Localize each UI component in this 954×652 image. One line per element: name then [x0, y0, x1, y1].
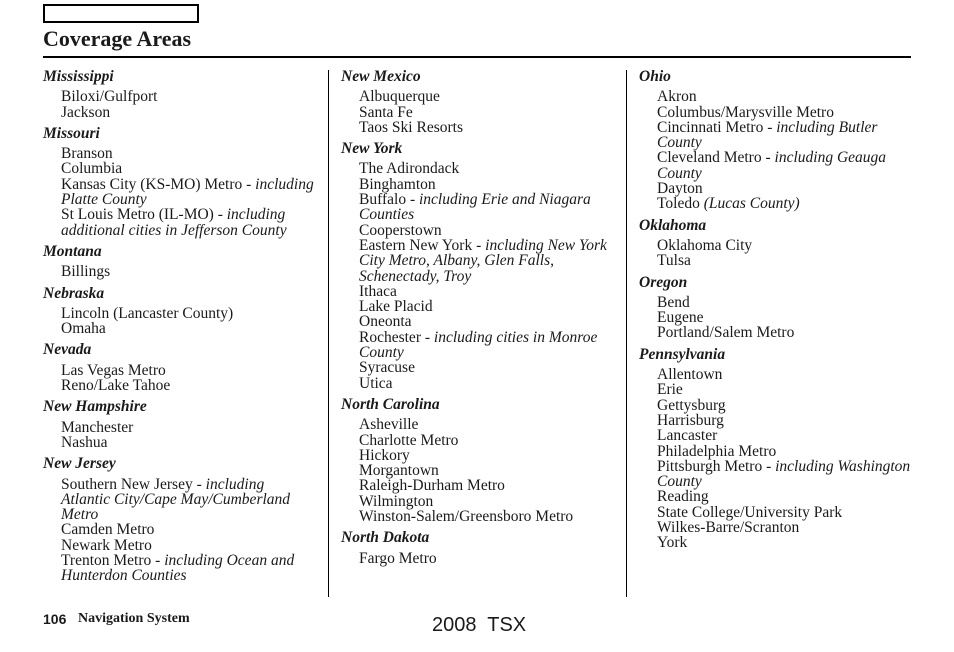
city-entry: [639, 444, 911, 459]
city-name: Biloxi/Gulfport: [61, 88, 158, 106]
state-heading: New Mexico: [341, 68, 421, 85]
city-entry: [341, 494, 613, 509]
city-entry: [341, 433, 613, 448]
city-name: Bend: [657, 293, 690, 311]
city-name: Cincinnati Metro -: [657, 118, 773, 136]
city-entry: [639, 428, 911, 443]
city-entry: [341, 223, 613, 238]
state-heading: New York: [341, 140, 403, 158]
city-entry: [341, 376, 613, 391]
state-heading: Ohio: [639, 68, 671, 85]
city-entry: [341, 551, 613, 566]
city-name: Oneonta: [359, 313, 412, 331]
city-entry: [639, 105, 911, 120]
city-name: Lancaster: [657, 427, 718, 445]
city-name: Rochester -: [359, 328, 431, 346]
city-name: Morgantown: [359, 462, 439, 480]
city-entry: [639, 310, 911, 325]
city-entry: [43, 321, 315, 336]
city-name: Charlotte Metro: [359, 431, 459, 449]
city-name: Cooperstown: [359, 221, 442, 239]
city-entry: [43, 435, 315, 450]
city-name: Columbus/Marysville Metro: [657, 103, 834, 121]
state-heading: Nevada: [43, 341, 92, 359]
city-name: Raleigh-Durham Metro: [359, 477, 505, 495]
city-entry: [341, 360, 613, 375]
column-divider: [626, 70, 627, 597]
city-entry: [43, 161, 315, 176]
city-name: Harrisburg: [657, 411, 724, 429]
city-name: Wilkes-Barre/Scranton: [657, 519, 800, 537]
city-name: Lake Placid: [359, 298, 433, 316]
city-name: Columbia: [61, 160, 123, 178]
city-entry: [43, 207, 315, 238]
state-heading: Pennsylvania: [639, 345, 726, 363]
section-name: Navigation System: [78, 611, 190, 626]
city-name: Fargo Metro: [359, 549, 437, 567]
city-note: including cities in Monroe County: [359, 328, 598, 362]
city-entry: [43, 146, 315, 161]
city-entry: [639, 535, 911, 550]
city-name: Binghamton: [359, 175, 436, 193]
city-name: Kansas City (KS-MO) Metro -: [61, 175, 252, 193]
city-name: Utica: [359, 374, 393, 392]
state-heading: Mississippi: [43, 68, 114, 85]
model-label: 2008 TSX: [432, 614, 527, 636]
city-name: Philadelphia Metro: [657, 442, 777, 460]
city-name: Toledo: [657, 195, 700, 213]
city-name: Oklahoma City: [657, 236, 753, 254]
coverage-column-2: [341, 69, 613, 566]
page-number: 106: [43, 611, 67, 627]
city-entry: [43, 177, 315, 208]
city-name: Eastern New York -: [359, 236, 482, 254]
city-note: (Lucas County): [703, 195, 800, 213]
coverage-column-1: [43, 69, 315, 584]
city-entry: [639, 398, 911, 413]
city-entry: [341, 177, 613, 192]
city-entry: [341, 330, 613, 361]
state-heading: Missouri: [43, 124, 100, 142]
city-note: including Geauga County: [657, 149, 887, 182]
city-note: including Erie and Niagara Counties: [359, 191, 591, 224]
city-name: Reno/Lake Tahoe: [61, 377, 171, 395]
city-note: including Butler County: [657, 118, 878, 152]
city-name: Branson: [61, 145, 113, 163]
city-name: Portland/Salem Metro: [657, 324, 795, 342]
city-name: Santa Fe: [359, 103, 413, 121]
city-name: Camden Metro: [61, 521, 155, 539]
city-name: Southern New Jersey -: [61, 475, 202, 493]
city-entry: [341, 120, 613, 135]
city-entry: [43, 378, 315, 393]
state-heading: North Carolina: [341, 395, 440, 413]
city-entry: [639, 505, 911, 520]
city-name: Nashua: [61, 433, 108, 451]
city-entry: [639, 150, 911, 181]
city-entry: [43, 420, 315, 435]
city-name: Cleveland Metro -: [657, 149, 771, 167]
city-name: Gettysburg: [657, 396, 726, 414]
city-entry: [639, 89, 911, 104]
city-name: Asheville: [359, 416, 419, 434]
city-note: including additional cities in Jefferson County: [61, 206, 287, 239]
city-entry: [639, 238, 911, 253]
city-entry: [43, 477, 315, 523]
city-note: including Platte County: [61, 175, 314, 209]
city-name: State College/University Park: [657, 503, 843, 521]
city-entry: [639, 367, 911, 382]
city-note: including Washington County: [657, 457, 911, 491]
city-name: Billings: [61, 263, 111, 281]
state-heading: North Dakota: [341, 529, 430, 547]
city-entry: [639, 253, 911, 268]
title-divider: [43, 56, 911, 58]
city-entry: [341, 89, 613, 104]
city-entry: [639, 413, 911, 428]
city-entry: [639, 181, 911, 196]
city-entry: [43, 89, 315, 104]
city-entry: [341, 238, 613, 284]
city-note: including Ocean and Hunterdon Counties: [61, 552, 295, 585]
city-name: Ithaca: [359, 282, 397, 300]
city-name: Jackson: [61, 103, 111, 121]
city-name: Hickory: [359, 446, 410, 464]
city-name: Tulsa: [657, 252, 691, 270]
city-name: Allentown: [657, 366, 723, 384]
city-entry: [639, 196, 911, 211]
city-entry: [341, 417, 613, 432]
city-entry: [341, 509, 613, 524]
city-entry: [43, 306, 315, 321]
city-entry: [43, 264, 315, 279]
city-name: Winston-Salem/Greensboro Metro: [359, 508, 574, 526]
city-entry: [43, 363, 315, 378]
city-name: Lincoln (Lancaster County): [61, 304, 234, 322]
state-heading: Montana: [43, 242, 102, 260]
state-heading: Nebraska: [43, 284, 105, 302]
coverage-column-3: [639, 69, 911, 551]
city-name: Erie: [657, 381, 683, 399]
city-entry: [341, 161, 613, 176]
state-heading: New Jersey: [43, 455, 116, 473]
city-entry: [341, 299, 613, 314]
city-entry: [639, 459, 911, 490]
city-name: St Louis Metro (IL-MO) -: [61, 206, 223, 224]
city-name: Trenton Metro -: [61, 552, 161, 570]
city-entry: [639, 520, 911, 535]
city-name: Wilmington: [359, 492, 434, 510]
header-tab-box: [43, 4, 199, 23]
city-entry: [341, 284, 613, 299]
city-name: Dayton: [657, 180, 703, 198]
city-entry: [43, 522, 315, 537]
city-name: The Adirondack: [359, 160, 460, 178]
city-name: Buffalo -: [359, 191, 416, 209]
city-name: Manchester: [61, 418, 134, 436]
city-name: Taos Ski Resorts: [359, 118, 463, 136]
page-title: Coverage Areas: [43, 26, 192, 51]
city-name: Albuquerque: [359, 88, 440, 106]
city-entry: [43, 105, 315, 120]
city-name: York: [657, 534, 688, 552]
city-name: Omaha: [61, 320, 106, 338]
city-name: Newark Metro: [61, 536, 152, 554]
city-name: Pittsburgh Metro -: [657, 457, 772, 475]
state-heading: Oregon: [639, 273, 688, 291]
city-name: Las Vegas Metro: [61, 361, 166, 379]
column-divider: [328, 70, 329, 597]
state-heading: New Hampshire: [43, 398, 147, 416]
city-entry: [43, 538, 315, 553]
city-name: Reading: [657, 488, 709, 506]
city-entry: [341, 463, 613, 478]
city-note: including Atlantic City/Cape May/Cumberland Metro: [61, 475, 291, 524]
city-note: including New York City Metro, Albany, Glen Falls, Schenectady, Troy: [359, 236, 607, 285]
state-heading: Oklahoma: [639, 216, 707, 234]
city-entry: [639, 382, 911, 397]
city-entry: [639, 325, 911, 340]
city-entry: [43, 553, 315, 584]
city-entry: [341, 448, 613, 463]
city-name: Syracuse: [359, 359, 415, 377]
city-entry: [341, 192, 613, 223]
city-entry: [341, 314, 613, 329]
city-entry: [341, 478, 613, 493]
city-entry: [341, 105, 613, 120]
city-name: Akron: [657, 88, 697, 106]
city-entry: [639, 489, 911, 504]
city-entry: [639, 120, 911, 151]
city-entry: [639, 295, 911, 310]
city-name: Eugene: [657, 309, 704, 327]
